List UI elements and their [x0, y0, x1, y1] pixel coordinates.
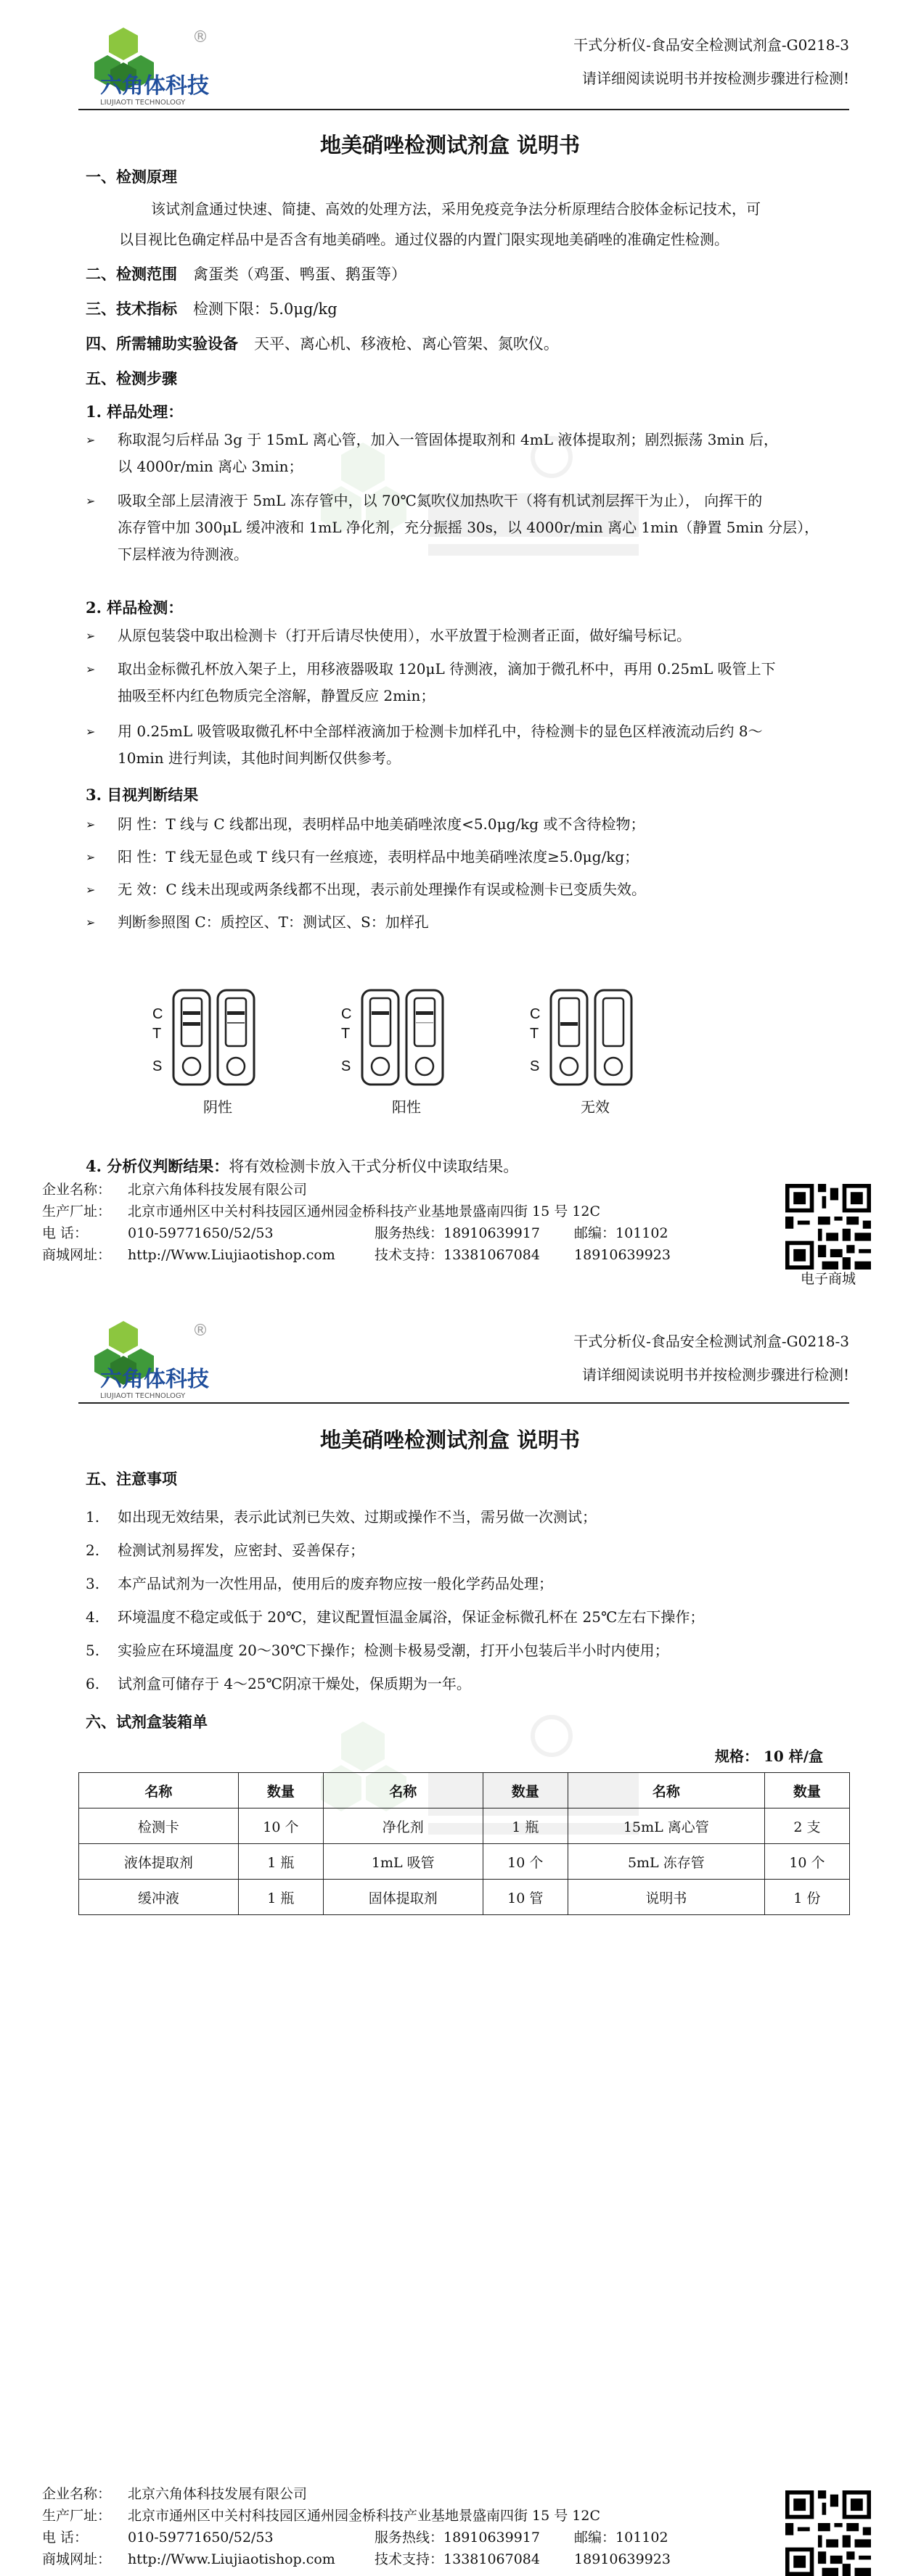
table-row — [79, 1844, 850, 1880]
arrow-bullet-icon: ➢ — [86, 883, 96, 897]
test-card-negative-icon — [171, 988, 266, 1090]
table-cell: 1 瓶 — [238, 1844, 323, 1880]
table-cell: 固体提取剂 — [323, 1880, 483, 1915]
page-2 — [0, 1272, 900, 2567]
footer-page1: 企业名称： 北京六角体科技发展有限公司 生产厂址： 北京市通州区中关村科技园区通州园金桥科技产业基地景盛南四街 15 号 12C 电 话： 010-59771650/52/53 服务热线：18910639917 邮编：101102 商城网址： http://Www.Liujiaotishop.com 技术支持：13381067084 18910639923 — [42, 1179, 671, 1266]
step4-body: 将有效检测卡放入干式分析仪中读取结果。 — [229, 1158, 519, 1175]
footer-company: 北京六角体科技发展有限公司 — [128, 1182, 308, 1198]
step3-positive: ➢ 阳 性：T 线无显色或 T 线只有一丝痕迹，表明样品中地美硝唑浓度≥5.0μg/kg； — [86, 844, 848, 871]
arrow-bullet-icon: ➢ — [86, 629, 96, 643]
principle-text-1: 该试剂盒通过快速、简捷、高效的处理方法，采用免疫竞争法分析原理结合胶体金标记技术，可 — [151, 200, 761, 218]
logo-brand-en: LIUJIAOTI TECHNOLOGY — [100, 99, 186, 107]
section-equipment — [86, 332, 559, 354]
qr-caption: 电子商城 — [800, 1271, 856, 1287]
principle-text-2: 以目视比色确定样品中是否含有地美硝唑。通过仪器的内置门限实现地美硝唑的准确定性检测。 — [119, 231, 729, 248]
equipment-value: 天平、离心机、移液枪、离心管架、氮吹仪。 — [253, 335, 559, 353]
table-cell: 液体提取剂 — [79, 1844, 239, 1880]
qr-code-icon[interactable] — [785, 1184, 871, 1270]
logo-brand-cn: 六角体科技 — [100, 73, 209, 99]
arrow-bullet-icon: ➢ — [86, 662, 96, 676]
kit-table-header-cell: 名称 — [323, 1773, 483, 1808]
arrow-bullet-icon: ➢ — [86, 433, 96, 447]
table-cell: 10 管 — [483, 1880, 568, 1915]
header-info-p2: 干式分析仪-食品安全检测试剂盒-G0218-3 请详细阅读说明书并按检测步骤进行检测! — [573, 1333, 849, 1383]
table-cell: 10 个 — [764, 1844, 849, 1880]
arrow-bullet-icon: ➢ — [86, 818, 96, 831]
page-1 — [0, 0, 900, 1287]
header-notice: 请详细阅读说明书并按检测步骤进行检测! — [581, 70, 849, 87]
footer-page2-last: 商城网址： http://Www.Liujiaotishop.com 技术支持：13381067084 18910639923 — [42, 2551, 671, 2567]
note-item: 5. 实验应在环境温度 20～30℃下操作；检测卡极易受潮，打开小包装后半小时内使用； — [86, 1642, 669, 1659]
table-cell: 净化剂 — [323, 1808, 483, 1844]
note-item: 4. 环境温度不稳定或低于 20℃，建议配置恒温金属浴，保证金标微孔杯在 25℃左右下操作； — [86, 1608, 705, 1626]
step3-negative: ➢ 阴 性：T 线与 C 线都出现，表明样品中地美硝唑浓度<5.0μg/kg 或不含待检物； — [86, 811, 848, 838]
section-kit-title: 六、试剂盒装箱单 — [86, 1713, 208, 1731]
arrow-bullet-icon: ➢ — [86, 915, 96, 929]
step1-title: 1. 样品处理： — [86, 403, 184, 421]
kit-table-header-cell: 数量 — [483, 1773, 568, 1808]
test-card-positive-icon — [360, 988, 454, 1090]
note-item: 6. 试剂盒可储存于 4～25℃阴凉干燥处，保质期为一年。 — [86, 1675, 471, 1692]
arrow-bullet-icon: ➢ — [86, 725, 96, 738]
svg-text:LIUJIAOTI TECHNOLOGY: LIUJIAOTI TECHNOLOGY — [100, 1392, 186, 1400]
kit-table — [78, 1772, 850, 1915]
doc-title-p2: 地美硝唑检测试剂盒 说明书 — [319, 1428, 581, 1452]
step3-title: 3. 目视判断结果 — [86, 786, 199, 804]
positive-label: 阳性 — [392, 1098, 421, 1116]
cts-labels-invalid: C T S — [530, 1006, 541, 1074]
kit-table-header-cell: 数量 — [764, 1773, 849, 1808]
step1-bullet-1: ➢ 称取混匀后样品 3g 于 15mL 离心管，加入一管固体提取剂和 4mL 液体提取剂；剧烈振荡 3min 后， 以 4000r/min 离心 3min； — [86, 427, 848, 480]
scope-title: 二、检测范围 — [86, 265, 177, 283]
table-cell: 检测卡 — [79, 1808, 239, 1844]
table-cell: 10 个 — [483, 1844, 568, 1880]
product-code: 干式分析仪-食品安全检测试剂盒-G0218-3 — [573, 36, 849, 54]
step2-bullet-1: ➢ 从原包装袋中取出检测卡（打开后请尽快使用），水平放置于检测者正面，做好编号标记。 — [86, 622, 848, 649]
company-logo — [78, 20, 260, 107]
svg-text:®: ® — [192, 1322, 208, 1340]
company-logo-p2 — [78, 1314, 260, 1401]
footer-page2: 企业名称： 北京六角体科技发展有限公司 生产厂址： 北京市通州区中关村科技园区通州园金桥科技产业基地景盛南四街 15 号 12C 电 话： 010-59771650/52/53 服务热线：18910639917 邮编：101102 — [42, 2486, 668, 2546]
invalid-label: 无效 — [581, 1098, 610, 1116]
footer-shop-url: http://Www.Liujiaotishop.com — [128, 1247, 335, 1263]
registered-mark: ® — [192, 28, 208, 46]
table-cell: 15mL 离心管 — [568, 1808, 764, 1844]
svg-text:六角体科技: 六角体科技 — [100, 1367, 209, 1392]
table-cell: 说明书 — [568, 1880, 764, 1915]
kit-table-header-cell: 名称 — [568, 1773, 764, 1808]
note-item: 1. 如出现无效结果，表示此试剂已失效、过期或操作不当，需另做一次测试； — [86, 1508, 597, 1526]
table-cell: 1mL 吸管 — [323, 1844, 483, 1880]
test-card-invalid-icon — [549, 988, 643, 1090]
section-scope — [86, 263, 406, 284]
footer-phone: 010-59771650/52/53 — [128, 1225, 274, 1241]
note-item: 2. 检测试剂易挥发，应密封、妥善保存； — [86, 1542, 364, 1559]
kit-spec: 规格： 10 样/盒 — [715, 1748, 824, 1765]
section-principle-title: 一、检测原理 — [86, 168, 177, 186]
spec-title: 三、技术指标 — [86, 300, 177, 318]
section-spec — [86, 297, 338, 319]
equipment-title: 四、所需辅助实验设备 — [86, 334, 238, 353]
spec-value: 检测下限：5.0μg/kg — [192, 300, 338, 318]
doc-title: 地美硝唑检测试剂盒 说明书 — [319, 133, 581, 157]
qr-code-icon-p2[interactable] — [785, 2490, 871, 2576]
arrow-bullet-icon: ➢ — [86, 850, 96, 864]
table-cell: 1 份 — [764, 1880, 849, 1915]
cts-labels-positive: C T S — [341, 1006, 352, 1074]
cts-labels-negative: C T S — [152, 1006, 163, 1074]
step1-bullet-2: ➢ 吸取全部上层清液于 5mL 冻存管中，以 70℃氮吹仪加热吹干（将有机试剂层挥干为止）， 向挥干的 冻存管中加 300μL 缓冲液和 1mL 净化剂，充分振摇 30s，以 4000r/min 离心 1min（静置 5min 分层）， 下层样液为待测液。 — [86, 487, 848, 568]
section-notes-title: 五、注意事项 — [86, 1470, 177, 1488]
step2-bullet-2: ➢ 取出金标微孔杯放入架子上，用移液器吸取 120μL 待测液，滴加于微孔杯中，再用 0.25mL 吸管上下 抽吸至杯内红色物质完全溶解，静置反应 2min； — [86, 656, 848, 709]
header-rule-p2 — [78, 1402, 849, 1404]
step4-title: 4. 分析仪判断结果： — [86, 1157, 229, 1175]
note-item: 3. 本产品试剂为一次性用品，使用后的废弃物应按一般化学药品处理； — [86, 1575, 553, 1592]
table-cell: 1 瓶 — [483, 1808, 568, 1844]
section-steps-title: 五、检测步骤 — [86, 369, 177, 387]
header-info — [573, 32, 849, 91]
step3-invalid: ➢ 无 效：C 线未出现或两条线都不出现，表示前处理操作有误或检测卡已变质失效。 — [86, 876, 848, 903]
header-rule — [78, 109, 849, 110]
step3-reference: ➢ 判断参照图 C：质控区、T：测试区、S：加样孔 — [86, 909, 848, 936]
step4 — [86, 1155, 518, 1177]
table-cell: 1 瓶 — [238, 1880, 323, 1915]
kit-table-header-cell: 名称 — [79, 1773, 239, 1808]
scope-value: 禽蛋类（鸡蛋、鸭蛋、鹅蛋等） — [192, 266, 406, 283]
step2-bullet-3: ➢ 用 0.25mL 吸管吸取微孔杯中全部样液滴加于检测卡加样孔中，待检测卡的显色区样液流动后约 8～ 10min 进行判读，其他时间判断仅供参考。 — [86, 718, 848, 772]
table-cell: 10 个 — [238, 1808, 323, 1844]
kit-table-header-cell: 数量 — [238, 1773, 323, 1808]
negative-label: 阴性 — [203, 1098, 232, 1116]
table-cell: 2 支 — [764, 1808, 849, 1844]
table-row — [79, 1808, 850, 1844]
step2-title: 2. 样品检测： — [86, 598, 184, 617]
table-cell: 缓冲液 — [79, 1880, 239, 1915]
table-cell: 5mL 冻存管 — [568, 1844, 764, 1880]
kit-table-header — [79, 1773, 850, 1808]
footer-address: 北京市通州区中关村科技园区通州园金桥科技产业基地景盛南四街 15 号 12C — [128, 1203, 601, 1219]
table-row — [79, 1880, 850, 1915]
arrow-bullet-icon: ➢ — [86, 494, 96, 508]
